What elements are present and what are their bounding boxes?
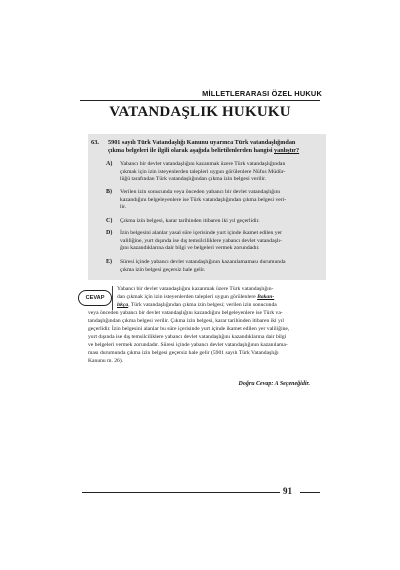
option-line: çıkmak için izin isteyenlerden talepleri uygun görülenlere Nüfus Müdür-	[120, 168, 286, 175]
option-line: Çıkma izin belgesi, karar tarihinden itibaren iki yıl geçerlidir.	[120, 218, 260, 224]
chapter-title: VATANDAŞLIK HUKUKU	[109, 104, 291, 120]
option-text	[120, 161, 320, 184]
answer-line: tandaşlığından çıkma belgesi verilir. Çıkma izin belgesi, karar tarihinden itibaren iki yıl	[88, 318, 284, 324]
option-line: Süresi içinde yabancı devlet vatandaşlığının kazanılamaması durumunda	[120, 259, 286, 265]
option-label: D)	[106, 230, 113, 236]
answer-text: , Türk vatandaşlığından çıkma izin belgesi; verilen izin sonucunda	[128, 302, 277, 308]
question-stem-line	[108, 147, 320, 155]
option-line: çıkma izin belgesi geçersiz hale gelir.	[120, 266, 206, 273]
running-head: MİLLETLERARASI ÖZEL HUKUK	[202, 89, 322, 98]
answer-emphasis: Bakan-	[257, 294, 275, 300]
answer-line: Yabancı bir devlet vatandaşlığını kazanmak üzere Türk vatandaşlığın-	[117, 286, 274, 292]
option-label: C)	[106, 218, 113, 224]
question-stem	[108, 139, 320, 156]
option-text	[120, 230, 320, 253]
option-line: lüğü tarafından Türk vatandaşlığından çıkma izin belgesi verilir.	[120, 176, 267, 183]
correct-answer: Doğru Cevap: A Seçeneğidir.	[238, 381, 310, 387]
answer-line: ması durumunda çıkma izin belgesi geçersiz hale gelir (5901 sayılı Türk Vatandaşlığı	[88, 350, 279, 356]
option-line: valiliğine, yurt dışında ise dış temsilciliklere yabancı devlet vatandaşlı-	[120, 237, 282, 244]
option-line: ğını kazandıklarına dair bilgi ve belgeleri vermek zorundadır.	[120, 245, 260, 252]
footer-rule	[300, 492, 320, 493]
answer-emphasis: lıkça	[117, 302, 129, 308]
answer-line: geçerlidir. İzin belgesini alanlar bu süre içerisinde yurt içinde ikamet edilen yer valiliğine,	[88, 326, 290, 332]
option-line: lir.	[120, 204, 127, 211]
footer-rule	[82, 492, 280, 493]
option-label: B)	[106, 189, 112, 195]
option-text	[120, 218, 320, 226]
question-stem-line: 5901 sayılı Türk Vatandaşlığı Kanunu uyarınca Türk vatandaşlığından	[108, 139, 296, 146]
option-label: A)	[106, 161, 113, 167]
option-line: İzin belgesini alanlar yasal süre içerisinde yurt içinde ikamet edilen yer	[120, 230, 283, 236]
answer-line: yurt dışında ise dış temsilciliklere yabancı devlet vatandaşlığını kazandıklarına dair bilgi	[88, 334, 287, 340]
answer-text: dan çıkmak için izin isteyenlerden talepleri uygun görülenlere	[117, 294, 258, 300]
answer-badge: CEVAP	[78, 290, 112, 306]
page-number: 91	[283, 486, 292, 496]
answer-line: Kanunu m. 26).	[88, 358, 124, 364]
answer-line	[117, 294, 274, 302]
answer-line: veya önceden yabancı bir devlet vatandaşlığını kazandığını belgeleyenlere ise Türk va-	[88, 310, 283, 316]
answer-badge-rule	[112, 286, 113, 310]
header-rule	[80, 100, 320, 101]
option-text	[120, 189, 320, 212]
question-number: 63.	[91, 139, 99, 146]
option-line: Yabancı bir devlet vatandaşlığını kazanmak üzere Türk vatandaşlığından	[120, 161, 286, 167]
answer-line: ve belgeleri vermek zorundadır. Süresi içinde yabancı devlet vatandaşlığının kazanılama-	[88, 342, 288, 348]
question-stem-emphasis: yanlıştır?	[274, 147, 300, 155]
option-line: kazandığını belgeleyenlere ise Türk vatandaşlığından çıkma belgesi veri-	[120, 196, 287, 203]
question-stem-text: çıkma belgeleri ile ilgili olarak aşağıda belirtilenlerden hangisi	[108, 147, 275, 155]
option-line: Verilen izin sonucunda veya önceden yabancı bir devlet vatandaşlığını	[120, 189, 281, 195]
answer-line	[117, 302, 277, 310]
option-text	[120, 259, 320, 274]
option-label: E)	[106, 259, 112, 265]
